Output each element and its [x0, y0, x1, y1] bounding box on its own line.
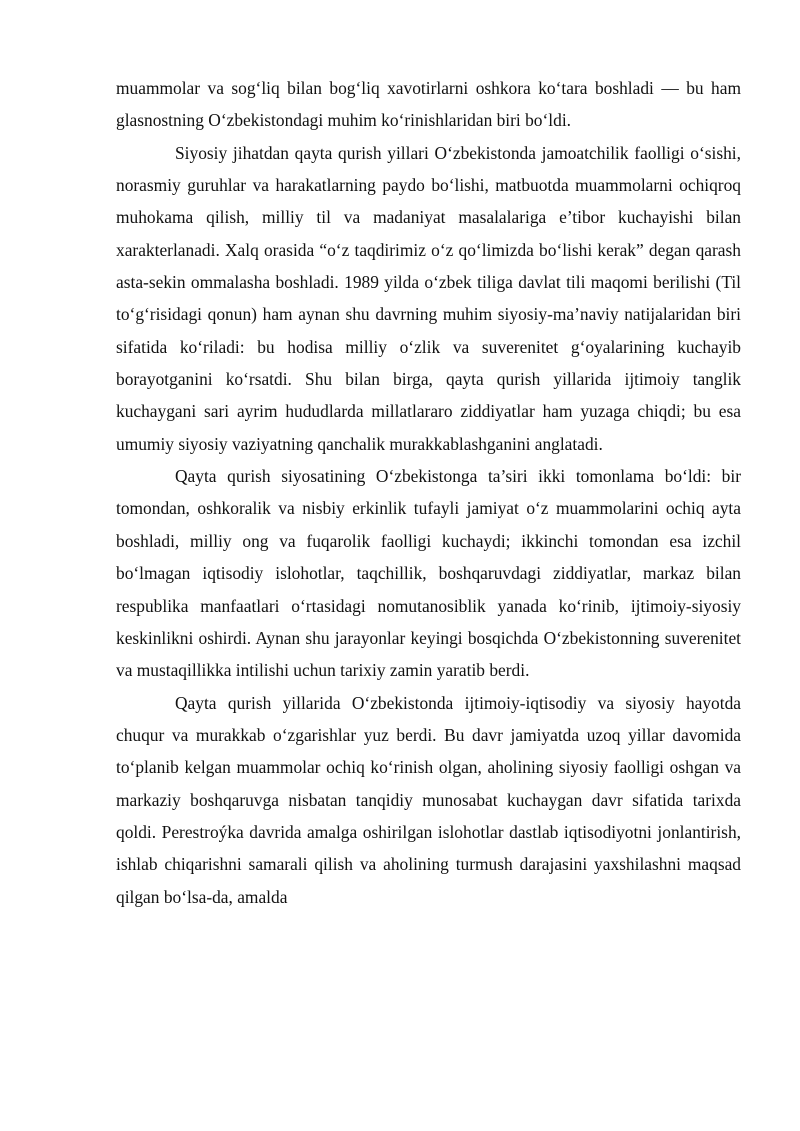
document-body: [116, 72, 741, 913]
paragraph-socioeconomic-changes: Qayta qurish yillarida O‘zbekistonda ijtimoiy-iqtisodiy va siyosiy hayotda chuqur va murakkab o‘zgarishlar yuz berdi. Bu davr jamiyatda uzoq yillar davomida to‘planib kelgan muammolar ochiq ko‘rinish olgan, aholining siyosiy faolligi oshgan va markaziy boshqaruvga nisbatan tanqidiy munosabat kuchaygan davr sifatida tarixda qoldi. Perestroýka davrida amalga oshirilgan islohotlar dastlab iqtisodiyotni jonlantirish, ishlab chiqarishni samarali qilish va aholining turmush darajasini yaxshilashni maqsad qilgan bo‘lsa-da, amalda: [116, 692, 741, 907]
paragraph-twofold-impact: Qayta qurish siyosatining O‘zbekistonga ta’siri ikki tomonlama bo‘ldi: bir tomondan, oshkoralik va nisbiy erkinlik tufayli jamiyat o‘z muammolarini ochiq ayta boshladi, milliy ong va fuqarolik faolligi kuchaydi; ikkinchi tomondan esa izchil bo‘lmagan iqtisodiy islohotlar, taqchillik, boshqaruvdagi ziddiyatlar, markaz bilan respublika manfaatlari o‘rtasidagi nomutanosiblik yanada ko‘rinib, ijtimoiy-siyosiy keskinlikni oshirdi. Aynan shu jarayonlar keyingi bosqichda O‘zbekistonning suverenitet va mustaqillikka intilishi uchun tarixiy zamin yaratib berdi.: [116, 466, 741, 681]
paragraph-continuation: muammolar va sog‘liq bilan bog‘liq xavotirlarni oshkora ko‘tara boshladi — bu ham glasnostning O‘zbekistondagi muhim ko‘rinishlaridan biri bo‘ldi.: [116, 78, 741, 131]
paragraph-political-aspects: Siyosiy jihatdan qayta qurish yillari O‘zbekistonda jamoatchilik faolligi o‘sishi, norasmiy guruhlar va harakatlarning paydo bo‘lishi, matbuotda muammolarni ochiqroq muhokama qilish, milliy til va madaniyat masalalariga e’tibor kuchayishi bilan xarakterlanadi. Xalq orasida “o‘z taqdirimiz o‘z qo‘limizda bo‘lishi kerak” degan qarash asta-sekin ommalasha boshladi. 1989 yilda o‘zbek tiliga davlat tili maqomi berilishi (Til to‘g‘risidagi qonun) ham aynan shu davrning muhim siyosiy-ma’naviy natijalaridan biri sifatida ko‘riladi: bu hodisa milliy o‘zlik va suverenitet g‘oyalarining kuchayib borayotganini ko‘rsatdi. Shu bilan birga, qayta qurish yillarida ijtimoiy tanglik kuchaygani sari ayrim hududlarda millatlararo ziddiyatlar ham yuzaga chiqdi; bu esa umumiy siyosiy vaziyatning qanchalik murakkablashganini anglatadi.: [116, 142, 741, 454]
